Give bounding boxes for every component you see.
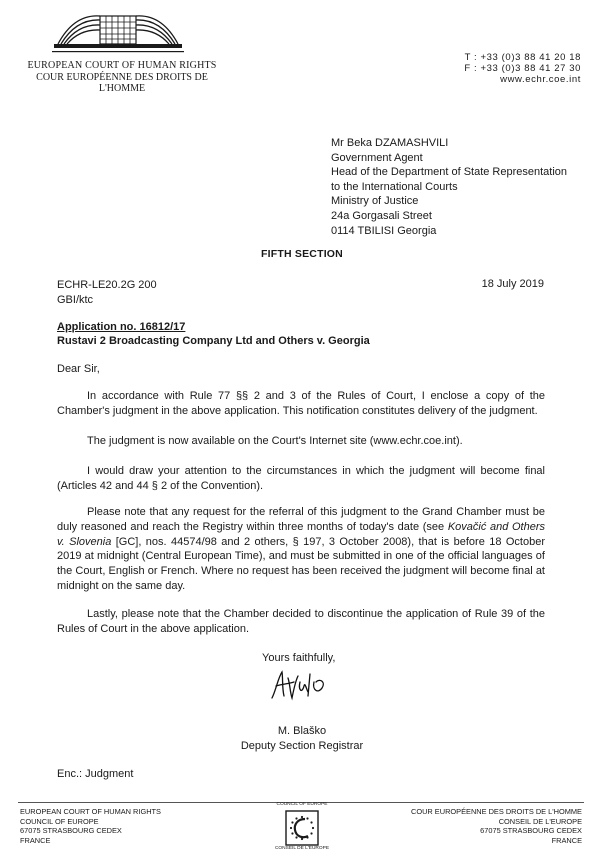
star-icon [290,827,292,829]
star-icon [295,836,297,838]
recipient-line: Head of the Department of State Representation [331,166,568,179]
body-paragraph-2 [57,434,545,449]
signer-block [0,724,604,753]
enclosure: Enc.: Judgment [57,768,134,780]
court-name-fr: COUR EUROPÉENNE DES DROITS DE L'HOMME [36,72,208,94]
paragraph-text: The judgment is now available on the Court's Internet site (www.echr.coe.int). [87,435,463,447]
body-paragraph-4 [57,505,545,594]
footer-line: 67075 STRASBOURG CEDEX [480,826,582,836]
footer-line: FRANCE [551,835,582,845]
star-icon [306,817,308,819]
coe-label-en: COUNCIL OF EUROPE [276,802,328,807]
footer-line: FRANCE [20,835,51,845]
contact-web: www.echr.coe.int [500,74,581,85]
recipient-line: Mr Beka DZAMASHVILI [331,137,449,149]
signer-title: Deputy Section Registrar [240,739,364,752]
footer-line: CONSEIL DE L'EUROPE [498,816,582,826]
recipient-address [331,136,567,238]
star-icon [291,821,293,823]
recipient-line: 24a Gorgasali Street [331,209,432,222]
recipient-line: 0114 TBILISI Georgia [331,224,437,237]
salutation: Dear Sir, [57,363,100,375]
paragraph-text: I would draw your attention to the circumstances in which the judgment will become final (Articles 42 and 44 § 2 of the Convention). [57,465,545,492]
coe-label-fr: CONSEIL DE L'EUROPE [274,846,330,851]
footer-line: EUROPEAN COURT OF HUMAN RIGHTS [20,807,161,816]
recipient-line: to the International Courts [331,180,458,193]
court-building-icon [52,8,184,58]
paragraph-text: [GC], nos. 44574/98 and 2 others, § 197, 3 October 2008), that is before 18 October 2019 at midnight (Central European Time), and must be submitted in one of the official languages of the Court, English or French. Where no request has been received the judgment will become final at midnight on the same day. [57,535,545,592]
paragraph-text: In accordance with Rule 77 §§ 2 and 3 of the Rules of Court, I enclose a copy of the Chamber's judgment in the above application. This notification constitutes delivery of the judgment. [57,390,545,417]
court-name-en: EUROPEAN COURT OF HUMAN RIGHTS [27,60,217,71]
closing: Yours faithfully, [262,652,336,664]
footer-line: 67075 STRASBOURG CEDEX [20,826,122,836]
contact-tel: T : +33 (0)3 88 41 20 18 [464,52,581,63]
star-icon [295,817,297,819]
star-icon [291,832,293,834]
body-paragraph-1 [57,389,545,419]
reference-code: ECHR-LE20.2G 200 [57,279,157,291]
star-icon [301,816,303,818]
footer-line: COUNCIL OF EUROPE [20,816,99,826]
star-icon [310,821,312,823]
case-parties: Rustavi 2 Broadcasting Company Ltd and Others v. Georgia [57,335,370,347]
footer-right [411,807,582,845]
star-icon [310,832,312,834]
recipient-line: Government Agent [331,151,423,164]
recipient-line: Ministry of Justice [331,195,419,208]
application-number: Application no. 16812/17 [57,321,186,333]
paragraph-text: Please note that any request for the referral of this judgment to the Grand Chamber must be duly reasoned and reach the Registry within three months of today's date (see [57,506,545,533]
case-citation: Kovačić and Others v. Slovenia [57,520,545,548]
contact-block [464,52,581,85]
star-icon [312,827,314,829]
letter-date: 18 July 2019 [481,278,544,290]
footer-left [20,807,161,845]
section-title: FIFTH SECTION [261,248,343,260]
contact-fax: F : +33 (0)3 88 41 27 30 [464,63,581,74]
reference-initials: GBI/ktc [57,293,94,306]
council-of-europe-emblem-icon [285,810,319,846]
signer-name: M. Blaško [277,725,327,737]
footer-line: COUR EUROPÉENNE DES DROITS DE L'HOMME [410,807,582,816]
handwritten-signature [268,668,332,704]
reference-block [57,278,157,307]
paragraph-text: Lastly, please note that the Chamber decided to discontinue the application of Rule 39 of the Rules of Court in the above application. [57,608,545,635]
body-paragraph-5 [57,607,545,637]
body-paragraph-3 [57,464,545,494]
